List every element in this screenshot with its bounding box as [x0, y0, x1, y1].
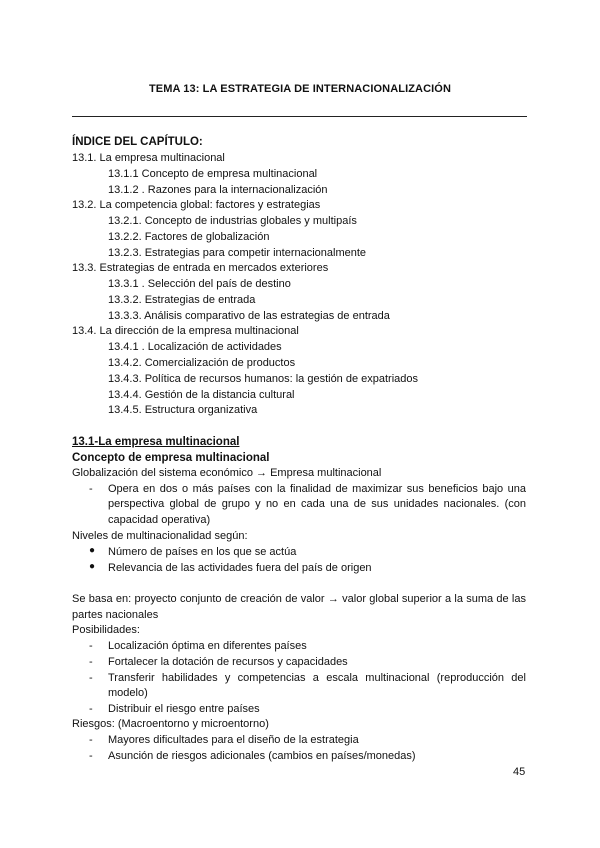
riesgos-item: Mayores dificultades para el diseño de la estrategia — [108, 734, 359, 746]
dash-bullet: - — [89, 483, 93, 495]
index-item: 13.2.1. Concepto de industrias globales y multipaís — [108, 215, 357, 227]
riesgos-item: Asunción de riesgos adicionales (cambios en países/monedas) — [108, 750, 416, 762]
index-item: 13.2.3. Estrategias para competir internacionalmente — [108, 247, 367, 259]
section-subheading: Concepto de empresa multinacional — [72, 452, 270, 464]
index-item: 13.2.2. Factores de globalización — [108, 231, 270, 243]
index-item: 13.3. Estrategias de entrada en mercados exteriores — [72, 262, 329, 274]
se-basa-line: Se basa en: proyecto conjunto de creación de valor → valor global superior a la suma de las — [72, 593, 526, 605]
index-item: 13.4.4. Gestión de la distancia cultural — [108, 389, 295, 401]
dash-bullet: - — [89, 656, 93, 668]
index-item: 13.3.3. Análisis comparativo de las estrategias de entrada — [108, 310, 390, 322]
posibilidades-item: Fortalecer la dotación de recursos y capacidades — [108, 656, 348, 668]
index-item: 13.2. La competencia global: factores y estrategias — [72, 199, 321, 211]
posibilidades-label: Posibilidades: — [72, 624, 140, 636]
opera-line: Opera en dos o más países con la finalidad de maximizar sus beneficios bajo una — [108, 483, 526, 495]
index-item: 13.4.1 . Localización de actividades — [108, 341, 282, 353]
index-item: 13.3.2. Estrategias de entrada — [108, 294, 256, 306]
page-title: TEMA 13: LA ESTRATEGIA DE INTERNACIONALIZACIÓN — [148, 83, 451, 95]
index-item: 13.1.2 . Razones para la internacionalización — [108, 184, 328, 196]
index-item: 13.3.1 . Selección del país de destino — [108, 278, 291, 290]
dash-bullet: - — [89, 640, 93, 652]
index-item: 13.4. La dirección de la empresa multinacional — [72, 325, 299, 337]
section-heading: 13.1-La empresa multinacional — [72, 436, 240, 448]
riesgos-label: Riesgos: (Macroentorno y microentorno) — [72, 718, 269, 730]
posibilidades-item: Transferir habilidades y competencias a escala multinacional (reproducción del — [108, 672, 526, 684]
title-divider — [72, 116, 527, 117]
bullet-dot-icon: ● — [89, 545, 96, 556]
niveles-label: Niveles de multinacionalidad según: — [72, 530, 248, 542]
niveles-item: Número de países en los que se actúa — [108, 546, 297, 558]
dash-bullet: - — [89, 734, 93, 746]
opera-line: capacidad operativa) — [108, 514, 211, 526]
index-item: 13.4.2. Comercialización de productos — [108, 357, 296, 369]
index-item: 13.4.5. Estructura organizativa — [108, 404, 258, 416]
index-item: 13.1.1 Concepto de empresa multinacional — [108, 168, 318, 180]
opera-line: perspectiva global de grupo y no en cada una de sus unidades nacionales. (con — [108, 498, 526, 510]
posibilidades-item: Distribuir el riesgo entre países — [108, 703, 260, 715]
bullet-dot-icon: ● — [89, 561, 96, 572]
se-basa-line: partes nacionales — [72, 609, 159, 621]
posibilidades-item: Localización óptima en diferentes países — [108, 640, 307, 652]
page-number: 45 — [513, 766, 526, 778]
index-item: 13.4.3. Política de recursos humanos: la gestión de expatriados — [108, 373, 419, 385]
posibilidades-item: modelo) — [108, 687, 148, 699]
dash-bullet: - — [89, 703, 93, 715]
dash-bullet: - — [89, 672, 93, 684]
index-item: 13.1. La empresa multinacional — [72, 152, 225, 164]
niveles-item: Relevancia de las actividades fuera del país de origen — [108, 562, 372, 574]
index-heading: ÍNDICE DEL CAPÍTULO: — [72, 136, 203, 148]
globalization-line: Globalización del sistema económico → Empresa multinacional — [72, 467, 382, 479]
dash-bullet: - — [89, 750, 93, 762]
